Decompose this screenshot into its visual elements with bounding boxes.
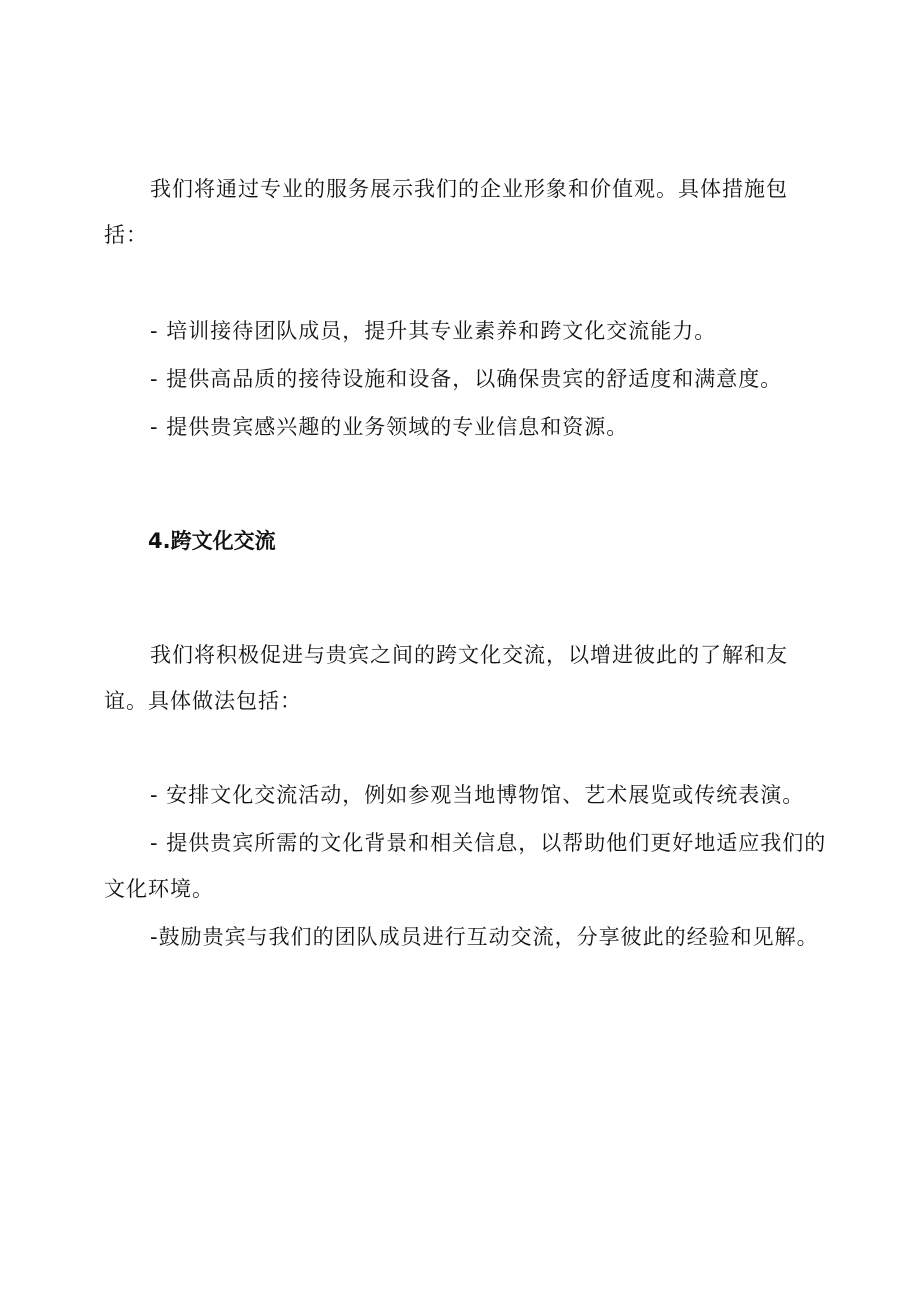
intro-list-item: - 提供贵宾感兴趣的业务领域的专业信息和资源。 [150, 415, 629, 439]
section-list-item: - 提供贵宾所需的文化背景和相关信息，以帮助他们更好地适应我们的文化环境。 [104, 831, 827, 901]
section-list-item: -鼓励贵宾与我们的团队成员进行互动交流，分享彼此的经验和见解。 [150, 925, 819, 949]
intro-paragraph: 我们将通过专业的服务展示我们的企业形象和价值观。具体措施包括： [104, 177, 788, 247]
section-heading: 4.跨文化交流 [148, 529, 276, 553]
section-paragraph: 我们将积极促进与贵宾之间的跨文化交流，以增进彼此的了解和友谊。具体做法包括： [104, 643, 788, 713]
section-list-item: - 安排文化交流活动，例如参观当地博物馆、艺术展览或传统表演。 [150, 783, 805, 807]
intro-list-item: - 培训接待团队成员，提升其专业素养和跨文化交流能力。 [150, 319, 717, 343]
intro-list-item: - 提供高品质的接待设施和设备，以确保贵宾的舒适度和满意度。 [150, 367, 783, 391]
